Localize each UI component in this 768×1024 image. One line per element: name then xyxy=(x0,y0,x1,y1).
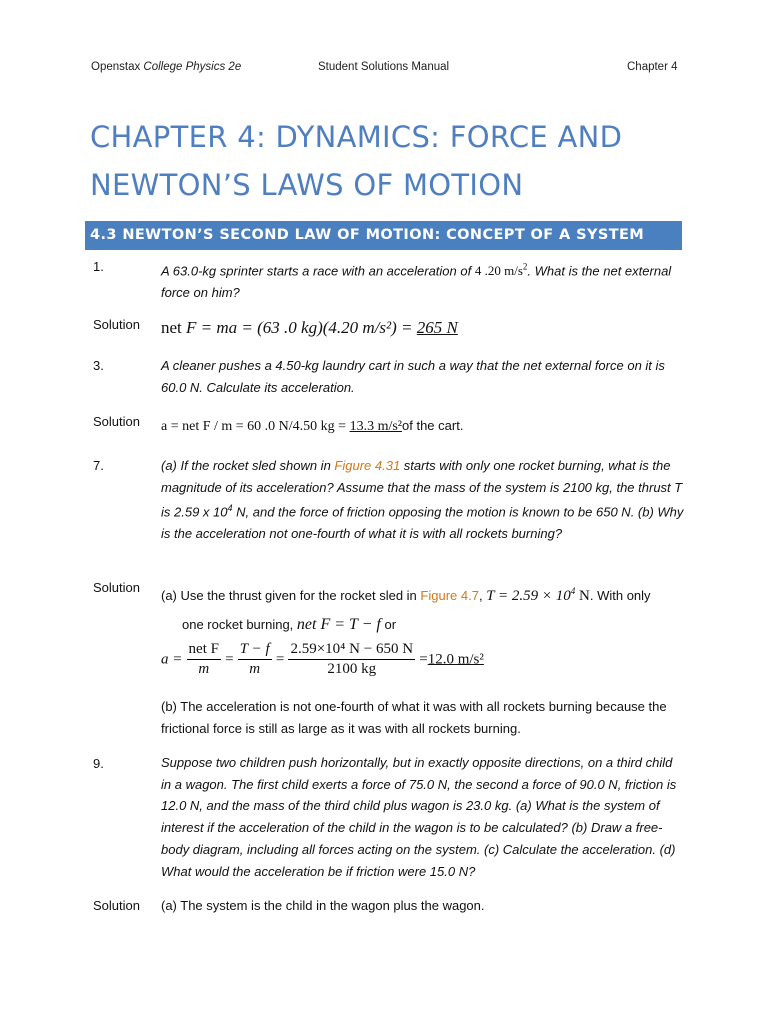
eq-fraction-2 xyxy=(238,640,272,679)
solution-7-answer: 12.0 m/s² xyxy=(427,651,484,668)
solution-3-equation xyxy=(161,415,686,438)
section-heading-bar xyxy=(85,221,682,250)
solution-1-equation xyxy=(161,316,686,340)
problem-7-number: 7. xyxy=(93,458,104,473)
chapter-title xyxy=(90,113,690,209)
solution-7-thrust-exponent: 4 xyxy=(570,586,576,596)
solution-1-answer: 265 N xyxy=(416,318,458,337)
figure-4-31-link[interactable]: Figure 4.31 xyxy=(334,458,401,473)
chapter-title-line-1: CHAPTER 4: DYNAMICS: FORCE AND xyxy=(90,120,623,154)
problem-7-text-a: (a) If the rocket sled shown in xyxy=(161,458,335,473)
solution-9-label: Solution xyxy=(93,898,140,913)
problem-7-text xyxy=(161,455,686,545)
eq-fraction-2-bottom: m xyxy=(249,661,261,677)
solution-3-tail: of the cart. xyxy=(402,418,464,433)
solution-3-label: Solution xyxy=(93,414,140,429)
problem-3-number: 3. xyxy=(93,358,104,373)
eq-fraction-3 xyxy=(288,640,415,679)
problem-7-text-b: starts with only one rocket burning, what is the magnitude of its acceleration? Assume that the mass of the system is 2100 kg, the thrust T is 2.59 x 10 xyxy=(161,458,683,520)
eq-a: a = xyxy=(161,651,183,668)
solution-7-thrust-unit: N xyxy=(575,588,590,604)
problem-1-accel: 4 .20 $m/s^2$ xyxy=(474,262,528,279)
eq-fraction-1 xyxy=(187,640,221,679)
header-book-name: College Physics 2e xyxy=(143,61,242,73)
solution-7-or: or xyxy=(380,617,397,632)
problem-9-number: 9. xyxy=(93,756,104,771)
eq-fraction-3-bottom: 2100 kg xyxy=(327,661,377,677)
header-chapter: Chapter 4 xyxy=(627,61,678,73)
solution-7-part-b-text: (b) The acceleration is not one-fourth of what it was with all rockets burning because the frictional force is still as large as it was with all rockets burning. xyxy=(161,699,667,736)
solution-9-part-a: (a) The system is the child in the wagon plus the wagon. xyxy=(161,898,485,913)
solution-7-text-a3: one rocket burning, xyxy=(182,617,297,632)
solution-7-part-a-line-2 xyxy=(182,614,682,636)
eq-fraction-1-bottom: m xyxy=(198,661,210,677)
header-book-title xyxy=(91,61,241,73)
problem-9-text: Suppose two children push horizontally, but in exactly opposite directions, on a third child in a wagon. The first child exerts a force of 75.0 N, the second a force of 90.0 N, friction is 12.0 N, and the mass of the third child plus wagon is 23.0 kg. (a) What is the system of interest if the acceleration of the child in the wagon is to be calculated? (b) Draw a free-body diagram, including all forces acting on the system. (c) Calculate the acceleration. (d) What would the acceleration be if friction were 15.0 N? xyxy=(161,755,677,879)
solution-7-label: Solution xyxy=(93,580,140,595)
chapter-title-line-2: NEWTON’S LAWS OF MOTION xyxy=(90,168,524,202)
header-publisher: Openstax xyxy=(91,61,144,73)
problem-3-text: A cleaner pushes a 4.50-kg laundry cart in such a way that the net external force on it is 60.0 N. Calculate its acceleration. xyxy=(161,358,665,395)
problem-7-exponent: 4 xyxy=(227,503,233,514)
solution-3-answer: 13.3 m/s² xyxy=(349,419,403,434)
solution-7-fraction-equation: a = $\frac{\text{net F}}{m}$ = $\frac{T - f}{m}$ = $\frac{\text{2.59×10⁴ N − 650 N}}{2100 kg}$ =12.0 m/s² xyxy=(161,641,484,677)
problem-1-text xyxy=(161,257,686,304)
solution-1-net: net xyxy=(161,318,187,337)
section-heading: 4.3 NEWTON’S SECOND LAW OF MOTION: CONCEPT OF A SYSTEM xyxy=(90,227,645,243)
solution-7-part-a-line-1: (a) Use the thrust given for the rocket sled in Figure 4.7, $T = 2.59 \times 10^4$ N. With only xyxy=(161,586,651,604)
eq-fraction-2-top: T − f xyxy=(238,640,272,660)
solution-7-net-force: net F = T − f xyxy=(296,616,381,633)
problem-1-number: 1. xyxy=(93,259,104,274)
problem-1-accel-value: 4 .20 m/s xyxy=(474,263,523,279)
solution-7-thrust-value: T = 2.59 × 10 xyxy=(486,588,571,604)
problem-7-text-c: N, and the force of friction opposing the motion is known to be 650 N. (b) Why is the acceleration not one-fourth of what it is with all rockets burning? xyxy=(161,504,684,542)
solution-7-text-a2: . With only xyxy=(589,588,651,603)
solution-1-formula: F = ma = (63 .0 kg)(4.20 m/s²) = xyxy=(186,318,417,337)
solution-1-label: Solution xyxy=(93,317,140,332)
solution-7-text-a1: (a) Use the thrust given for the rocket sled in xyxy=(161,588,421,603)
solution-3-formula: a = net F / m = 60 .0 N/4.50 kg = xyxy=(161,419,350,434)
solution-7-thrust xyxy=(486,588,590,604)
problem-1-text-a: A 63.0-kg sprinter starts a race with an acceleration of xyxy=(161,263,475,279)
eq-fraction-1-top: net F xyxy=(187,640,221,660)
header-manual-title: Student Solutions Manual xyxy=(318,61,450,73)
figure-4-7-link[interactable]: Figure 4.7 xyxy=(420,588,479,603)
problem-1-text-b: . What is the net external force on him? xyxy=(161,263,672,301)
solution-7-part-b xyxy=(161,696,686,740)
eq-fraction-3-top: 2.59×10⁴ N − 650 N xyxy=(288,640,415,660)
